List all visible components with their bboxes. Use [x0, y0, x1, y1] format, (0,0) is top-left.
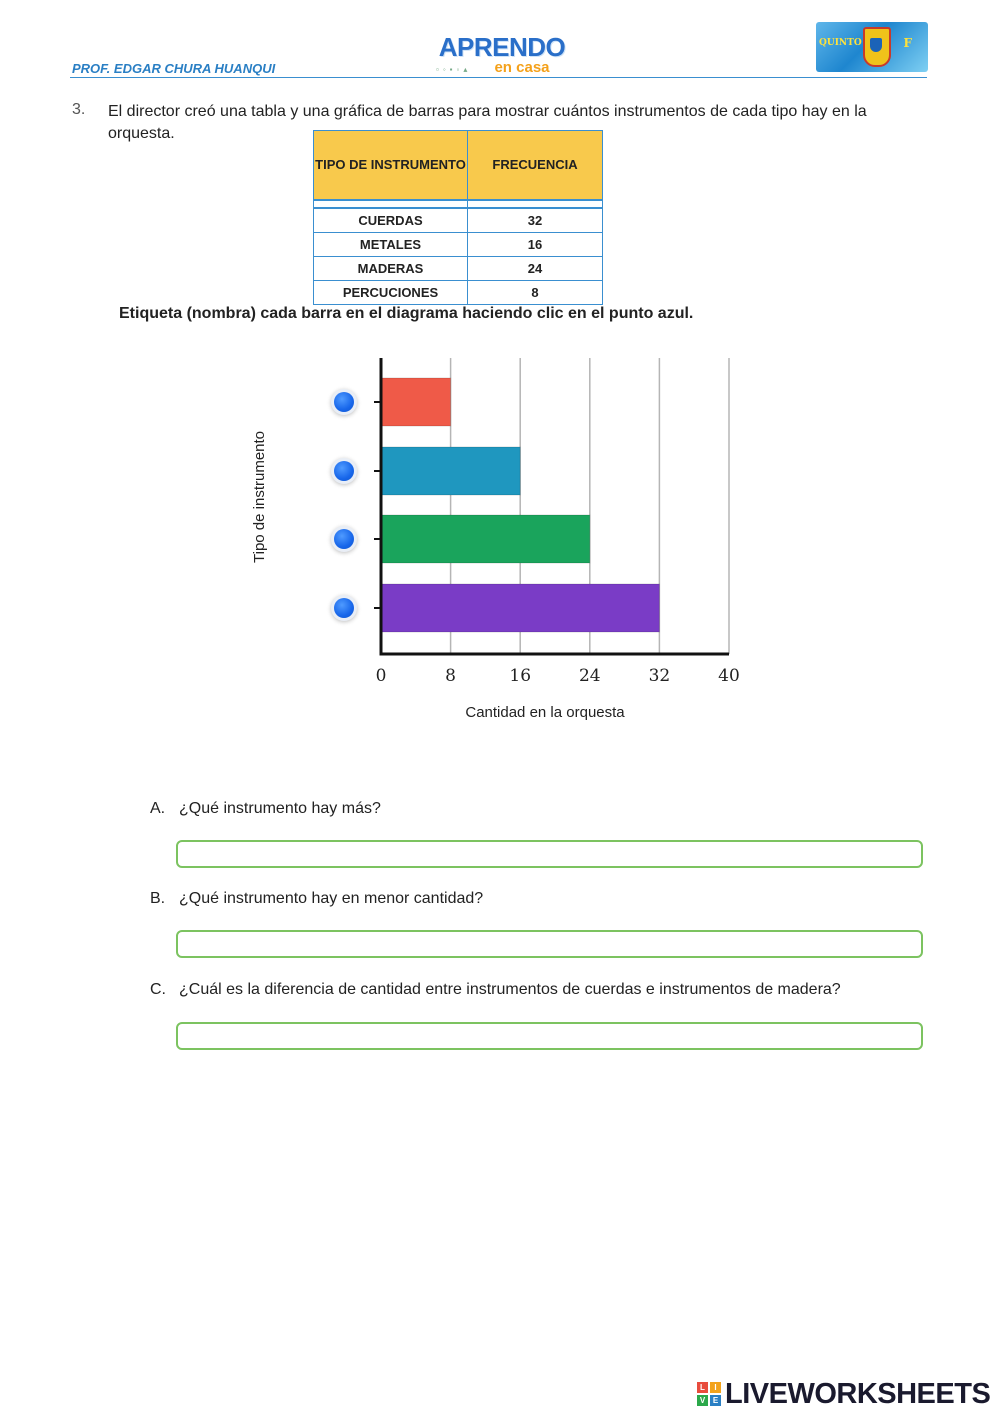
question-a-letter: A.: [150, 800, 166, 817]
bar: [381, 378, 451, 426]
teacher-name: PROF. EDGAR CHURA HUANQUI: [72, 61, 276, 76]
answer-a-input[interactable]: [176, 840, 923, 868]
x-tick-label: 16: [509, 666, 532, 686]
header-divider: [70, 77, 927, 78]
bar-label-dot[interactable]: [334, 461, 354, 481]
bar: [381, 584, 659, 632]
mark-letter: V: [697, 1395, 708, 1406]
table-cell-type: METALES: [314, 233, 468, 257]
table-row: [314, 281, 603, 305]
x-tick-label: 8: [445, 666, 457, 686]
table-row: [314, 233, 603, 257]
bar: [381, 447, 520, 495]
liveworksheets-mark-icon: [697, 1382, 723, 1408]
table-spacer-row: [314, 200, 603, 208]
question-text: El director creó una tabla y una gráfica de barras para mostrar cuántos instrumentos de cada tipo hay en la orquesta.: [108, 103, 867, 142]
x-tick-label: 24: [578, 666, 601, 686]
chart-instruction: Etiqueta (nombra) cada barra en el diagrama haciendo clic en el punto azul.: [119, 305, 694, 322]
table-cell-frequency: 8: [468, 281, 603, 305]
question-c-text: ¿Cuál es la diferencia de cantidad entre instrumentos de cuerdas e instrumentos de madera?: [179, 981, 841, 998]
table-cell-frequency: 16: [468, 233, 603, 257]
aprendo-en-casa-logo: [432, 34, 572, 78]
x-tick-label: 0: [375, 666, 387, 686]
bar: [381, 515, 590, 563]
bar-label-dot[interactable]: [334, 392, 354, 412]
y-axis-label: Tipo de instrumento: [251, 430, 268, 564]
badge-section: F: [903, 36, 912, 50]
table-header-frequency: FRECUENCIA: [468, 131, 603, 201]
logo-sub-text: en casa: [494, 59, 550, 76]
instrument-bar-chart: [240, 340, 760, 745]
answer-c-input[interactable]: [176, 1022, 923, 1050]
logo-main-text: APRENDO: [438, 32, 566, 62]
table-cell-frequency: 32: [468, 208, 603, 233]
mark-letter: E: [710, 1395, 721, 1406]
mark-letter: I: [710, 1382, 721, 1393]
frequency-table: [313, 130, 603, 305]
question-c-letter: C.: [150, 981, 166, 998]
question-b-text: ¿Qué instrumento hay en menor cantidad?: [179, 890, 484, 907]
table-cell-type: PERCUCIONES: [314, 281, 468, 305]
question-b-letter: B.: [150, 890, 166, 907]
table-cell-frequency: 24: [468, 257, 603, 281]
school-crest-icon: [863, 27, 891, 67]
question-number: 3.: [72, 101, 86, 118]
table-cell-type: CUERDAS: [314, 208, 468, 233]
table-row: [314, 257, 603, 281]
table-row: [314, 208, 603, 233]
table-header-type: TIPO DE INSTRUMENTO: [314, 131, 468, 201]
table-cell-type: MADERAS: [314, 257, 468, 281]
school-badge: [816, 22, 928, 72]
answer-b-input[interactable]: [176, 930, 923, 958]
liveworksheets-brand: LIVEWORKSHEETS: [725, 1378, 991, 1410]
x-tick-label: 40: [718, 666, 740, 686]
badge-grade: QUINTO: [819, 38, 862, 48]
logo-shapes-icon: ▫◦▪◦▴: [436, 65, 472, 74]
chart-svg: [240, 340, 760, 740]
question-a-text: ¿Qué instrumento hay más?: [179, 800, 381, 817]
bar-label-dot[interactable]: [334, 598, 354, 618]
x-axis-label: Cantidad en la orquesta: [465, 704, 625, 721]
mark-letter: L: [697, 1382, 708, 1393]
x-tick-label: 32: [648, 666, 671, 686]
bar-label-dot[interactable]: [334, 529, 354, 549]
